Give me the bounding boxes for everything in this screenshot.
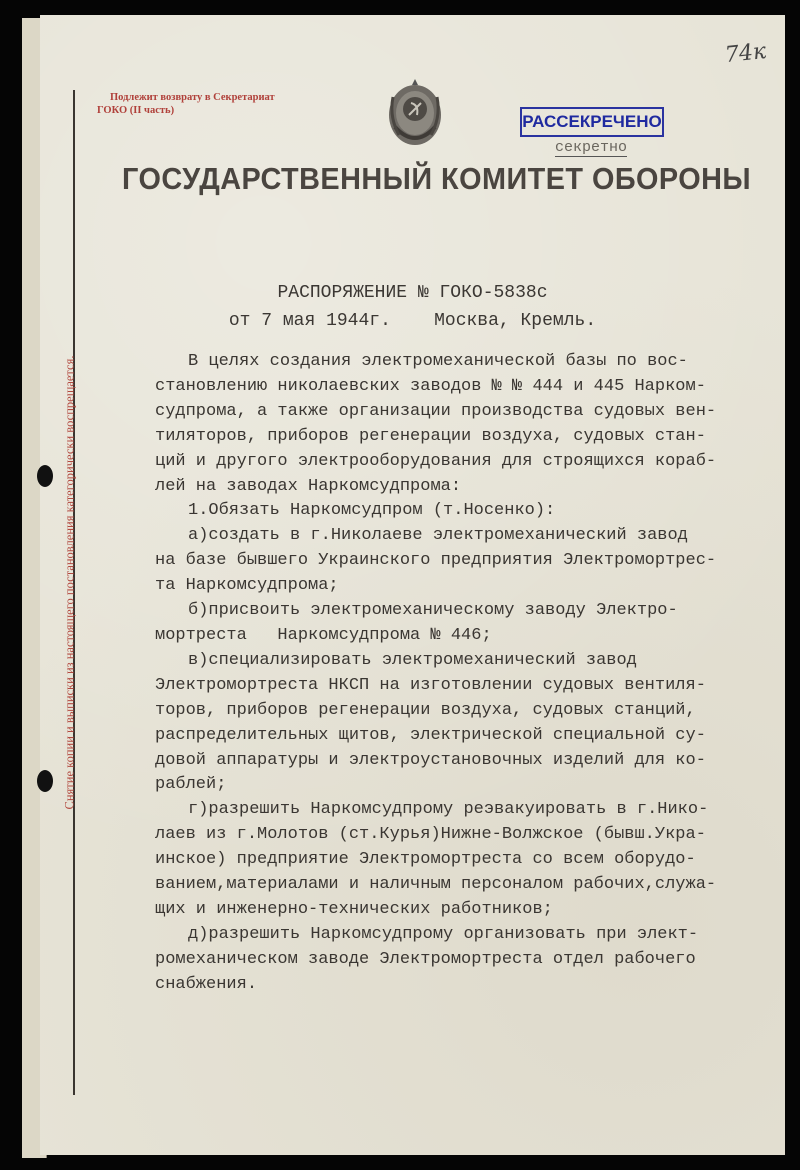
body-line: д)разрешить Наркомсудпрому организовать при элект- [188,924,699,944]
copy-prohibition-note: Снятие копии и выписки из настоящего постановления категорически воспрещается. [62,355,77,810]
declassified-stamp: РАССЕКРЕЧЕНО [520,107,664,137]
body-line: Электромортреста НКСП на изготовлении судовых вентиля- [155,675,706,695]
body-line: ций и другого электрооборудования для строящихся кораб- [155,451,717,471]
document-page [40,15,785,1155]
ussr-emblem-icon [385,77,445,149]
body-line: ромеханическом заводе Электромортреста отдел рабочего [155,949,696,969]
body-line: в)специализировать электромеханический завод [188,650,637,670]
struck-classification: секретно [555,139,628,156]
body-line: становлению николаевских заводов № № 444 и 445 Нарком- [155,376,706,396]
committee-heading: ГОСУДАРСТВЕННЫЙ КОМИТЕТ ОБОРОНЫ [122,161,752,196]
body-line: тиляторов, приборов регенерации воздуха, судовых стан- [155,426,706,446]
body-line: снабжения. [155,974,258,994]
body-line: та Наркомсудпрома; [155,576,339,596]
folio-number: 74к [723,38,768,69]
body-line: ванием,материалами и наличным персоналом рабочих,служа- [155,875,717,895]
return-note-line-1: Подлежит возврату в Секретариат [110,92,275,103]
body-line: лаев из г.Молотов (ст.Курья)Нижне-Волжское (бывш.Укра- [155,825,706,845]
body-line: инское) предприятие Электромортреста со всем оборудо- [155,850,696,870]
body-line: на базе бывшего Украинского предприятия Электромортрес- [155,551,717,571]
body-line: довой аппаратуры и электроустановочных изделий для ко- [155,750,706,770]
order-date-place: от 7 мая 1944г. Москва, Кремль. [228,311,597,331]
punch-hole [37,770,53,792]
body-line: мортреста Наркомсудпрома № 446; [155,625,492,645]
body-line: щих и инженерно-технических работников; [155,899,553,919]
body-line: распределительных щитов, электрической специальной су- [155,725,706,745]
body-line: В целях создания электромеханической базы по вос- [188,352,688,371]
body-line: б)присвоить электромеханическому заводу Электро- [188,601,678,621]
body-line: судпрома, а также организации производства судовых вен- [155,401,717,421]
return-note-line-2: ГОКО (II часть) [97,105,175,116]
body-line: 1.Обязать Наркомсудпром (т.Носенко): [188,501,556,521]
punch-hole [37,465,53,487]
body-line: раблей; [155,775,227,795]
body-line: лей на заводах Наркомсудпрома: [155,476,462,496]
body-line: а)создать в г.Николаеве электромеханический завод [188,526,688,546]
order-body [155,350,716,998]
order-title: РАСПОРЯЖЕНИЕ № ГОКО-5838с [277,283,548,303]
body-line: г)разрешить Наркомсудпрому реэвакуировать в г.Нико- [188,800,709,820]
body-line: торов, приборов регенерации воздуха, судовых станций, [155,700,696,720]
